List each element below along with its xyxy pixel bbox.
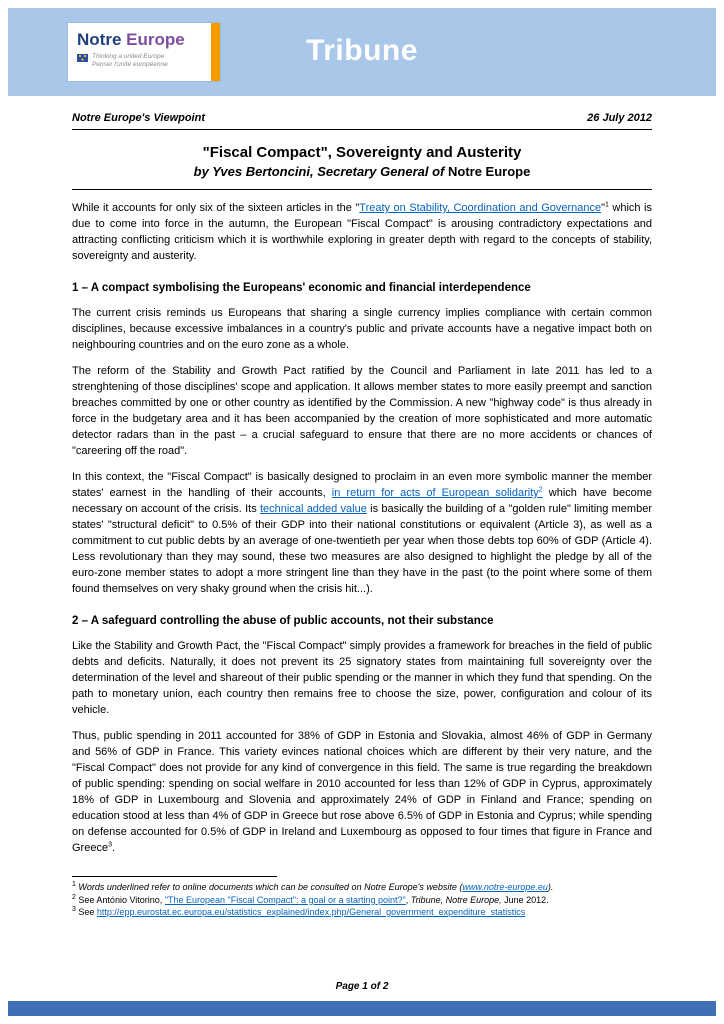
section-2-paragraph-2 <box>72 728 652 856</box>
inline-link[interactable]: 2 <box>538 486 543 494</box>
section-1-paragraph-1: The current crisis reminds us Europeans that sharing a single currency implies compliance with certain common disciplines, because excessive imbalances in a country's public and private accounts have a negative impact both on neighbouring countries and on the euro zone as a whole. <box>72 307 652 351</box>
section-1-paragraph-2: The reform of the Stability and Growth Pact ratified by the Council and Parliament in late 2011 has led to a strenghtening of those disciplines' scope and application. It allows member states to more easily preempt and sanction breaches committed by one or other country as identified by the Commission. A new "highway code" is thus already in force in the budgetary area and it has been accompanied by the creation of more sophisticated and more automatic detector radars than in the past – a crucial safeguard to ensure that there are no more accidents or chances of "careering off the road". <box>72 365 652 457</box>
footnote-divider <box>72 876 277 877</box>
logo-accent-bar <box>211 23 220 81</box>
footnote-ref: 1 <box>605 201 609 209</box>
logo-brand <box>77 30 207 49</box>
logo-tagline-fr: Penser l'unité européenne <box>92 61 168 68</box>
text-segment: is basically the building of a "golden rule" limiting member states' "structural deficit" to 0.5% of their GDP into their national constitutions or equivalent (Article 3), as well as a commitment to cut public debts by an average of one-twentieth per year when those debts top 60% of GDP (Article 4). Less revolutionary than they may sound, these two measures are also designed to highlight the pledge by all of the euro-zone member states to adopt a more stringent line than they have in the past (to the point where some of them found themselves on very shaky ground when the crisis hit...). <box>72 503 652 595</box>
text-segment: See António Vitorino, <box>75 894 165 905</box>
section-2-paragraph-1: Like the Stability and Growth Pact, the "Fiscal Compact" simply provides a framework for breaches in the field of public debts and deficits. Naturally, it does not prevent its 25 signatory states from maintaining full sovereignty over the determination of the level and shareout of their public spending or the manner in which they fund that spending. On the path to monetary union, each country then remains free to choose the size, power, configuration and colour of its vehicle. <box>72 640 652 716</box>
text-segment: Words underlined refer to online documents which can be consulted on Notre Europe's website ( <box>75 882 463 892</box>
text-segment: Thus, public spending in 2011 accounted for 38% of GDP in Estonia and Slovakia, almost 46% of GDP in Germany and 56% of GDP in France. This variety evinces national choices which are different by their very nature, and the "Fiscal Compact" does not provide for any kind of convergence in this field. The same is true regarding the breakdown of public spending: spending on social welfare in 2010 accounted for less than 12% of GDP in Cyprus, approximately 18% of GDP in Luxembourg and Slovenia and approximately 24% of GDP in Finland and France; spending on education stood at less than 4% of GDP in Greece but rose above 6.5% of GDP in Estonia and Cyprus; while spending on defense accounted for 0.5% of GDP in Ireland and Luxembourg as opposed to four times that figure in France and Greece <box>72 730 652 854</box>
text-segment: . <box>111 842 116 854</box>
logo-taglines <box>92 53 168 69</box>
text-segment: See <box>75 907 97 917</box>
inline-link[interactable]: Treaty on Stability, Coordination and Governance <box>359 202 602 214</box>
text-segment: which have become necessary on account of the crisis. Its <box>72 487 652 515</box>
footnote-ref: 1 <box>72 881 76 888</box>
text-segment: June 2012. <box>501 894 549 905</box>
inline-link[interactable]: http://epp.eurostat.ec.europa.eu/statistics_explained/index.php/General_government_expenditure_statistics <box>96 907 526 917</box>
notre-europe-logo <box>68 23 220 81</box>
inline-link[interactable]: www.notre-europe.eu <box>462 882 548 892</box>
footnote-3 <box>72 906 652 919</box>
header-banner <box>8 8 716 96</box>
footnotes <box>72 881 652 919</box>
logo-main <box>68 23 211 81</box>
intro-paragraph <box>72 200 652 264</box>
logo-tagline-en: Thinking a united Europe <box>92 53 165 60</box>
date-label: 26 July 2012 <box>587 112 652 124</box>
eu-flag-icon <box>77 54 88 62</box>
logo-tagline-row <box>77 53 207 69</box>
footnote-ref: 3 <box>108 841 112 849</box>
document-type-title: Tribune <box>306 34 418 67</box>
footnote-2 <box>72 894 652 907</box>
document-title: "Fiscal Compact", Sovereignty and Austerity <box>202 144 522 161</box>
footnote-ref: 3 <box>72 906 76 913</box>
document-body <box>72 96 652 919</box>
logo-text-europe: Europe <box>126 30 185 49</box>
text-segment: In this context, the "Fiscal Compact" is basically designed to proclaim in an even more symbolic manner the member states' earnest in the handling of their accounts, <box>72 471 652 499</box>
inline-link[interactable]: "The European "Fiscal Compact": a goal or a starting point?" <box>164 894 406 905</box>
byline <box>72 164 652 180</box>
viewpoint-label: Notre Europe's Viewpoint <box>72 112 205 124</box>
text-segment: which is due to come into force in the autumn, the European "Fiscal Compact" is arousing contradictory expectations and attracting conflicting criticism which it is worthwhile exploring in greater depth with regard to the concepts of stability, sovereignty and austerity. <box>72 202 652 262</box>
text-segment: " <box>601 202 606 214</box>
logo-text-notre: Notre <box>77 30 127 49</box>
text-segment: Notre Europe <box>448 164 531 179</box>
footnote-1 <box>72 881 652 894</box>
divider-top <box>72 129 652 130</box>
section-1-paragraph-3 <box>72 469 652 597</box>
text-segment: , <box>405 894 411 905</box>
section-1-heading: 1 – A compact symbolising the Europeans' economic and financial interdependence <box>72 282 531 294</box>
page-number: Page 1 of 2 <box>335 981 389 992</box>
footnote-ref: 2 <box>72 893 76 901</box>
text-segment: ). <box>547 882 554 892</box>
section-2-heading: 2 – A safeguard controlling the abuse of public accounts, not their substance <box>72 615 494 627</box>
inline-link[interactable]: in return for acts of European solidarity <box>331 487 539 499</box>
divider-title <box>72 189 652 190</box>
footer-bar <box>8 1001 716 1016</box>
text-segment: While it accounts for only six of the sixteen articles in the " <box>72 202 360 214</box>
text-segment: by Yves Bertoncini, Secretary General of <box>193 164 448 179</box>
text-segment: Tribune, Notre Europe, <box>410 894 502 905</box>
meta-row <box>72 112 652 124</box>
inline-link[interactable]: technical added value <box>260 503 367 515</box>
